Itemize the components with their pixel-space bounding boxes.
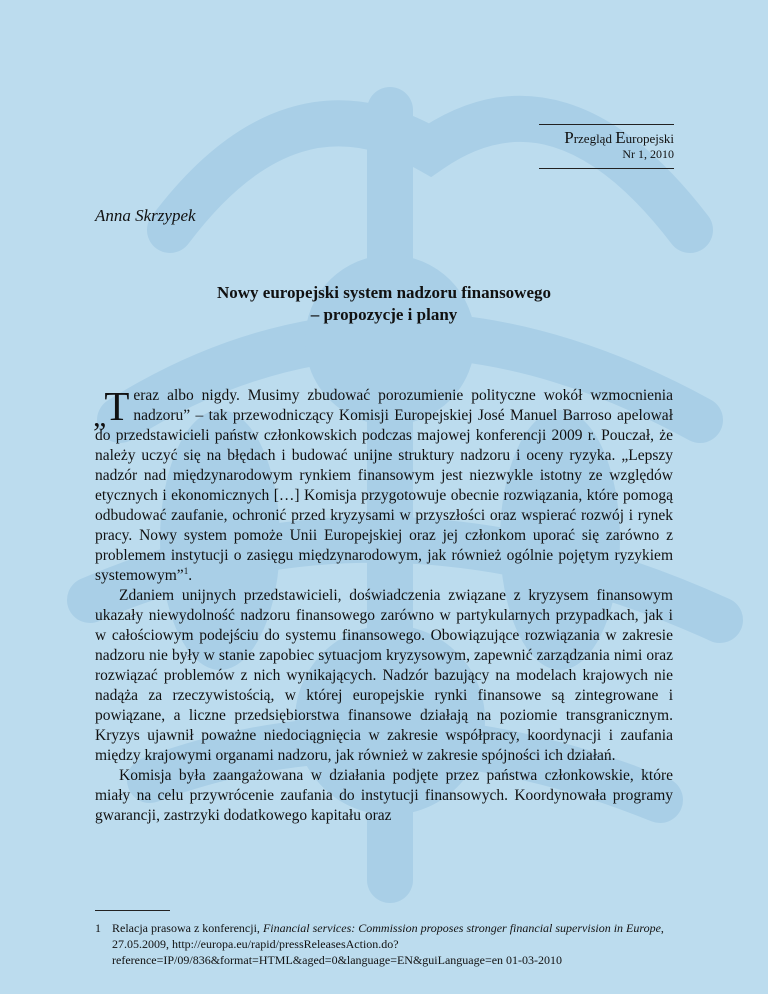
article-title-line-1: Nowy europejski system nadzoru finansowego	[216, 283, 552, 302]
footnote-number: 1	[95, 921, 101, 935]
drop-cap	[93, 383, 130, 433]
drop-cap-letter: T	[104, 383, 130, 429]
drop-cap-quote: „	[93, 400, 105, 433]
footnote-1	[95, 920, 673, 968]
paragraph-3: Komisja była zaangażowana w działania podjęte przez państwa członkowskie, które miały na celu przywrócenie zaufania do instytucji finansowych. Koordynowała programy gwarancji, zastrzyki dodatkowego kapitału oraz	[95, 767, 673, 824]
footnote-suffix: , 27.05.2009, http://europa.eu/rapid/pressReleasesAction.do?reference=IP/09/836&format=HTML&aged=0&language=EN&guiLanguage=en 01-03-2010	[112, 921, 664, 967]
footnote-divider	[95, 910, 170, 911]
footnote-ref-1[interactable]: 1	[183, 565, 189, 576]
author-name: Anna Skrzypek	[95, 206, 196, 225]
paragraph-1-end: .	[188, 567, 193, 584]
journal-name-initial-p: P	[564, 128, 574, 147]
paragraph-1-text: eraz albo nigdy. Musimy zbudować porozumienie polityczne wokół wzmocnienia nadzoru” – tak przewodniczący Komisji Europejskiej José Manuel Barroso apelował do przedstawicieli państw członkowskich podczas majowej konferencji 2009 r. Pouczał, że należy uczyć się na błędach i budować unijne struktury nadzoru i oceny ryzyka. „Lepszy nadzór nad międzynarodowym rynkiem finansowym jest niezwykle istotny ze względów etycznych i ekonomicznych […] Komisja przygotowuje obecnie rozwiązania, które pomogą odbudować zaufanie, ochronić przed kryzysami w przyszłości oraz wspierać rozwój i rynek pracy. Nowy system pomoże Unii Europejskiej oraz jej członkom uporać się zarówno z problemem instytucji o zasięgu międzynarodowym, jak również ogólnie pojętym ryzykiem systemowym”	[95, 387, 673, 584]
footnote-prefix: Relacja prasowa z konferencji,	[112, 921, 263, 935]
journal-issue: Nr 1, 2010	[622, 147, 674, 161]
journal-name	[539, 130, 674, 147]
journal-name-part-1: rzegląd	[573, 131, 616, 146]
footnote-text	[112, 920, 673, 968]
article-body	[93, 383, 673, 826]
journal-header	[539, 124, 674, 169]
article-title	[95, 282, 673, 326]
article-title-line-2: – propozycje i plany	[310, 305, 458, 324]
paragraph-2: Zdaniem unijnych przedstawicieli, doświadczenia związane z kryzysem finansowym ukazały niewydolność nadzoru finansowego zarówno w partykularnych przypadkach, jak i w całościowym podejściu do systemu finansowego. Obowiązujące rozwiązania w zakresie nadzoru nie były w stanie zapobiec sytuacjom kryzysowym, zapewnić zarządzania nimi oraz rozwiązać problemów z nich wynikających. Nadzór bazujący na modelach krajowych nie nadąża za rzeczywistością, w której europejskie rynki finansowe są zintegrowane i powiązane, a liczne przedsiębiorstwa finansowe działają na poziomie transgranicznym. Kryzys ujawnił poważne niedociągnięcia w zakresie współpracy, koordynacji i zaufania między krajowymi organami nadzoru, jak również w zakresie spójności ich działań.	[95, 587, 673, 764]
journal-name-initial-e: E	[615, 128, 626, 147]
footnote-italic-title: Financial services: Commission proposes stronger financial supervision in Europe	[262, 921, 661, 935]
paragraph-1	[93, 383, 673, 586]
journal-name-part-2: uropejski	[625, 131, 674, 146]
